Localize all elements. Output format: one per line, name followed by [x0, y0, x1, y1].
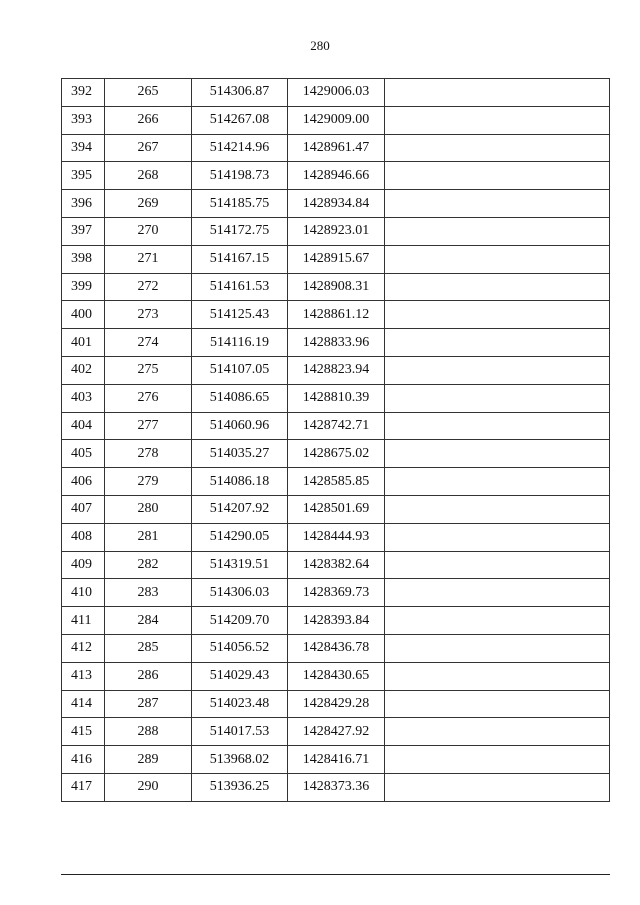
x-coordinate-cell: 514107.05	[192, 356, 288, 384]
note-cell	[385, 384, 610, 412]
x-coordinate-cell: 513968.02	[192, 746, 288, 774]
page-number: 280	[310, 38, 330, 53]
note-cell	[385, 523, 610, 551]
note-cell	[385, 579, 610, 607]
x-coordinate-cell: 514060.96	[192, 412, 288, 440]
row-number-cell: 399	[62, 273, 105, 301]
y-coordinate-cell: 1428429.28	[288, 690, 385, 718]
note-cell	[385, 162, 610, 190]
row-number-cell: 406	[62, 468, 105, 496]
table-row	[62, 468, 610, 496]
x-coordinate-cell: 514267.08	[192, 106, 288, 134]
x-coordinate-cell: 514306.87	[192, 79, 288, 107]
point-number-cell: 277	[105, 412, 192, 440]
table-row	[62, 106, 610, 134]
note-cell	[385, 495, 610, 523]
row-number-cell: 403	[62, 384, 105, 412]
point-number-cell: 268	[105, 162, 192, 190]
x-coordinate-cell: 514214.96	[192, 134, 288, 162]
point-number-cell: 272	[105, 273, 192, 301]
coordinates-table	[61, 78, 610, 802]
note-cell	[385, 412, 610, 440]
row-number-cell: 412	[62, 634, 105, 662]
table-row	[62, 329, 610, 357]
point-number-cell: 276	[105, 384, 192, 412]
row-number-cell: 405	[62, 440, 105, 468]
x-coordinate-cell: 514161.53	[192, 273, 288, 301]
table-row	[62, 607, 610, 635]
y-coordinate-cell: 1428961.47	[288, 134, 385, 162]
table-row	[62, 217, 610, 245]
table-row	[62, 384, 610, 412]
row-number-cell: 404	[62, 412, 105, 440]
y-coordinate-cell: 1428946.66	[288, 162, 385, 190]
row-number-cell: 417	[62, 773, 105, 801]
point-number-cell: 270	[105, 217, 192, 245]
point-number-cell: 274	[105, 329, 192, 357]
table-row	[62, 495, 610, 523]
point-number-cell: 265	[105, 79, 192, 107]
y-coordinate-cell: 1428908.31	[288, 273, 385, 301]
note-cell	[385, 190, 610, 218]
x-coordinate-cell: 514209.70	[192, 607, 288, 635]
x-coordinate-cell: 514086.65	[192, 384, 288, 412]
row-number-cell: 409	[62, 551, 105, 579]
y-coordinate-cell: 1428833.96	[288, 329, 385, 357]
point-number-cell: 288	[105, 718, 192, 746]
x-coordinate-cell: 514319.51	[192, 551, 288, 579]
y-coordinate-cell: 1428823.94	[288, 356, 385, 384]
table-row	[62, 523, 610, 551]
x-coordinate-cell: 514023.48	[192, 690, 288, 718]
point-number-cell: 283	[105, 579, 192, 607]
point-number-cell: 273	[105, 301, 192, 329]
table-row	[62, 579, 610, 607]
y-coordinate-cell: 1428585.85	[288, 468, 385, 496]
note-cell	[385, 551, 610, 579]
note-cell	[385, 662, 610, 690]
point-number-cell: 278	[105, 440, 192, 468]
table-row	[62, 190, 610, 218]
y-coordinate-cell: 1428675.02	[288, 440, 385, 468]
note-cell	[385, 440, 610, 468]
y-coordinate-cell: 1428810.39	[288, 384, 385, 412]
x-coordinate-cell: 514035.27	[192, 440, 288, 468]
y-coordinate-cell: 1428501.69	[288, 495, 385, 523]
y-coordinate-cell: 1428923.01	[288, 217, 385, 245]
x-coordinate-cell: 514306.03	[192, 579, 288, 607]
y-coordinate-cell: 1428444.93	[288, 523, 385, 551]
y-coordinate-cell: 1428742.71	[288, 412, 385, 440]
note-cell	[385, 634, 610, 662]
row-number-cell: 394	[62, 134, 105, 162]
row-number-cell: 408	[62, 523, 105, 551]
x-coordinate-cell: 514185.75	[192, 190, 288, 218]
y-coordinate-cell: 1428373.36	[288, 773, 385, 801]
row-number-cell: 400	[62, 301, 105, 329]
point-number-cell: 281	[105, 523, 192, 551]
y-coordinate-cell: 1429009.00	[288, 106, 385, 134]
table-row	[62, 634, 610, 662]
note-cell	[385, 245, 610, 273]
row-number-cell: 396	[62, 190, 105, 218]
x-coordinate-cell: 514167.15	[192, 245, 288, 273]
point-number-cell: 275	[105, 356, 192, 384]
row-number-cell: 395	[62, 162, 105, 190]
table-row	[62, 245, 610, 273]
note-cell	[385, 468, 610, 496]
table-row	[62, 79, 610, 107]
point-number-cell: 271	[105, 245, 192, 273]
y-coordinate-cell: 1429006.03	[288, 79, 385, 107]
row-number-cell: 413	[62, 662, 105, 690]
note-cell	[385, 746, 610, 774]
y-coordinate-cell: 1428934.84	[288, 190, 385, 218]
table-row	[62, 356, 610, 384]
y-coordinate-cell: 1428915.67	[288, 245, 385, 273]
point-number-cell: 280	[105, 495, 192, 523]
note-cell	[385, 134, 610, 162]
note-cell	[385, 301, 610, 329]
row-number-cell: 410	[62, 579, 105, 607]
x-coordinate-cell: 514029.43	[192, 662, 288, 690]
note-cell	[385, 329, 610, 357]
table-row	[62, 773, 610, 801]
row-number-cell: 411	[62, 607, 105, 635]
table-row	[62, 301, 610, 329]
point-number-cell: 267	[105, 134, 192, 162]
row-number-cell: 401	[62, 329, 105, 357]
table-row	[62, 162, 610, 190]
table-row	[62, 273, 610, 301]
row-number-cell: 398	[62, 245, 105, 273]
x-coordinate-cell: 514056.52	[192, 634, 288, 662]
y-coordinate-cell: 1428382.64	[288, 551, 385, 579]
y-coordinate-cell: 1428430.65	[288, 662, 385, 690]
x-coordinate-cell: 514198.73	[192, 162, 288, 190]
note-cell	[385, 273, 610, 301]
x-coordinate-cell: 514017.53	[192, 718, 288, 746]
point-number-cell: 279	[105, 468, 192, 496]
x-coordinate-cell: 514086.18	[192, 468, 288, 496]
table-body	[62, 79, 610, 802]
y-coordinate-cell: 1428416.71	[288, 746, 385, 774]
note-cell	[385, 217, 610, 245]
table-row	[62, 718, 610, 746]
y-coordinate-cell: 1428436.78	[288, 634, 385, 662]
y-coordinate-cell: 1428393.84	[288, 607, 385, 635]
row-number-cell: 392	[62, 79, 105, 107]
note-cell	[385, 718, 610, 746]
point-number-cell: 269	[105, 190, 192, 218]
point-number-cell: 282	[105, 551, 192, 579]
y-coordinate-cell: 1428369.73	[288, 579, 385, 607]
note-cell	[385, 690, 610, 718]
point-number-cell: 287	[105, 690, 192, 718]
table-row	[62, 440, 610, 468]
x-coordinate-cell: 514207.92	[192, 495, 288, 523]
row-number-cell: 407	[62, 495, 105, 523]
row-number-cell: 397	[62, 217, 105, 245]
note-cell	[385, 607, 610, 635]
x-coordinate-cell: 514125.43	[192, 301, 288, 329]
table-row	[62, 662, 610, 690]
note-cell	[385, 106, 610, 134]
row-number-cell: 416	[62, 746, 105, 774]
row-number-cell: 402	[62, 356, 105, 384]
point-number-cell: 285	[105, 634, 192, 662]
point-number-cell: 289	[105, 746, 192, 774]
note-cell	[385, 773, 610, 801]
row-number-cell: 414	[62, 690, 105, 718]
point-number-cell: 284	[105, 607, 192, 635]
row-number-cell: 415	[62, 718, 105, 746]
footer-divider	[61, 874, 610, 875]
x-coordinate-cell: 514116.19	[192, 329, 288, 357]
note-cell	[385, 79, 610, 107]
table-row	[62, 551, 610, 579]
point-number-cell: 266	[105, 106, 192, 134]
table-row	[62, 690, 610, 718]
point-number-cell: 290	[105, 773, 192, 801]
table-row	[62, 746, 610, 774]
point-number-cell: 286	[105, 662, 192, 690]
row-number-cell: 393	[62, 106, 105, 134]
table-row	[62, 412, 610, 440]
x-coordinate-cell: 513936.25	[192, 773, 288, 801]
note-cell	[385, 356, 610, 384]
x-coordinate-cell: 514172.75	[192, 217, 288, 245]
y-coordinate-cell: 1428427.92	[288, 718, 385, 746]
x-coordinate-cell: 514290.05	[192, 523, 288, 551]
table-row	[62, 134, 610, 162]
y-coordinate-cell: 1428861.12	[288, 301, 385, 329]
